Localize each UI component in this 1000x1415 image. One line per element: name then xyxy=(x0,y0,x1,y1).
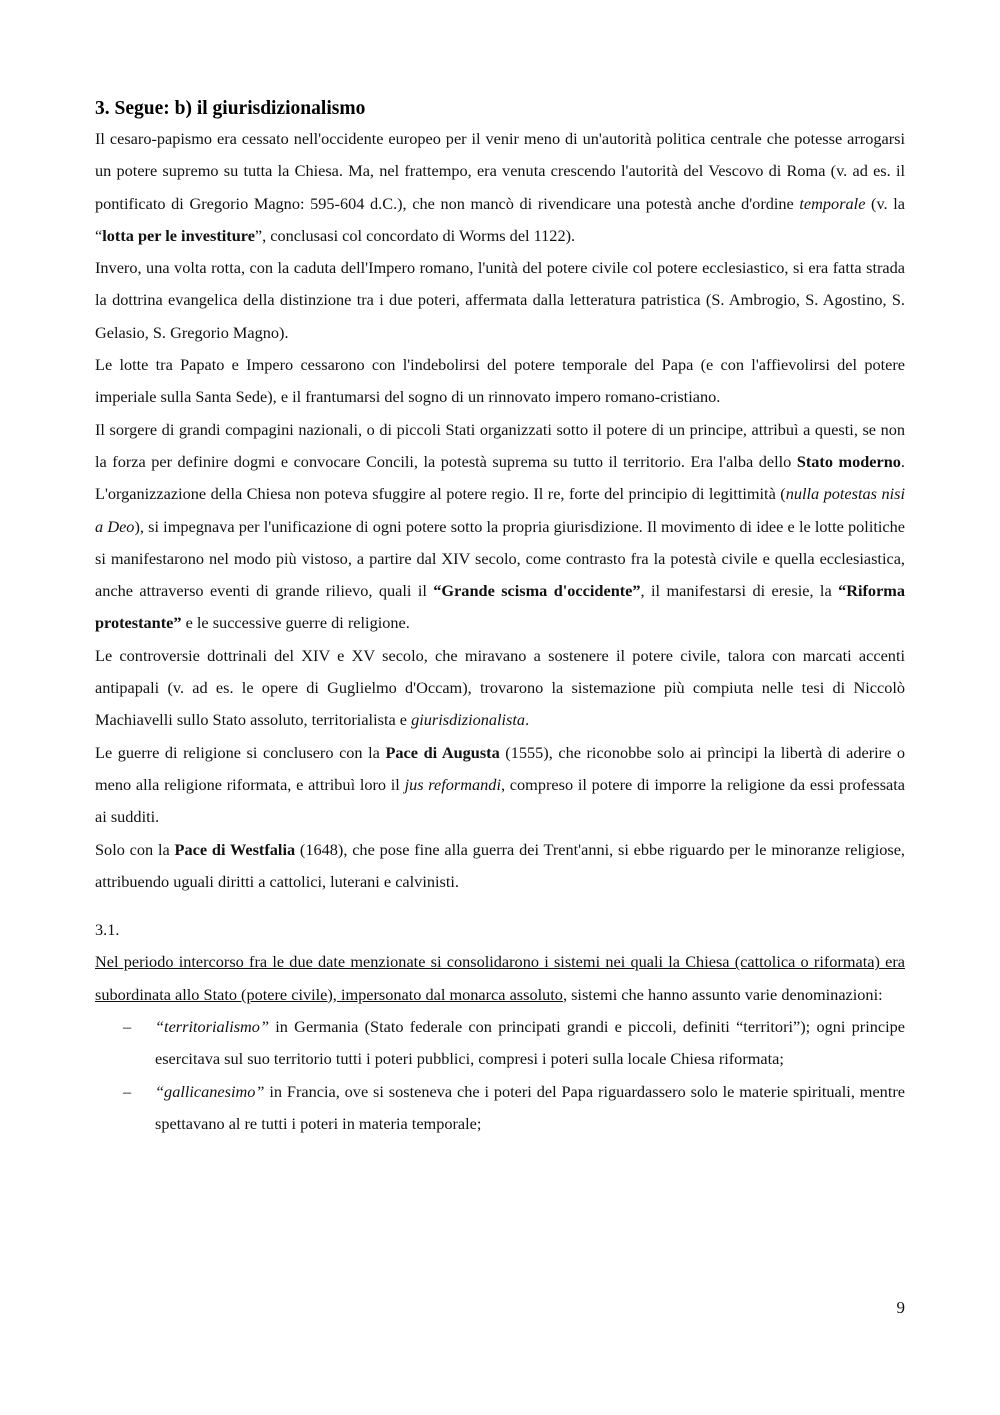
section-spacer xyxy=(95,898,905,914)
bold-term-pace-westfalia: Pace di Westfalia xyxy=(174,839,296,859)
paragraph-pace-westfalia xyxy=(95,834,905,899)
text-run: (1648), che pose fine alla guerra dei Trent'anni, si ebbe riguardo per le minoranze religiose, attribuendo uguali diritti a cattolici, luterani e calvinisti. xyxy=(95,839,905,891)
list-item-text: in Germania (Stato federale con principati grandi e piccoli, definiti “territori”); ogni principe esercitava sul suo territorio tutti i poteri pubblici, compresi i poteri sulla locale Chiesa riformata; xyxy=(155,1017,905,1069)
text-run: Le controversie dottrinali del XIV e XV secolo, che miravano a sostenere il potere civile, talora con marcati accenti antipapali (v. ad es. le opere di Guglielmo d'Occam), trovarono la sistemazione più compiuta nelle tesi di Niccolò Machiavelli sullo Stato assoluto, territorialista e xyxy=(95,645,905,730)
list-item-text: in Francia, ove si sosteneva che i poteri del Papa riguardassero solo le materie spirituali, mentre spettavano al re tutti i poteri in materia temporale; xyxy=(155,1081,905,1133)
text-run: , compreso il potere di imporre la religione da essi professata ai sudditi. xyxy=(95,774,906,827)
list-item-territorialismo xyxy=(95,1011,905,1076)
denominations-list xyxy=(95,1011,905,1140)
text-run: e le successive guerre di religione. xyxy=(181,613,410,633)
text-run: Le guerre di religione si conclusero con la xyxy=(95,742,386,762)
text-run: , il manifestarsi di eresie, la xyxy=(640,581,839,601)
section-heading: 3. Segue: b) il giurisdizionalismo xyxy=(95,98,366,119)
text-run: Il cesaro-papismo era cessato nell'occidente europeo per il venir meno di un'autorità politica centrale che potesse arrogarsi un potere supremo su tutta la Chiesa. Ma, nel frattempo, era venuta crescendo l'autorità del Vescovo di Roma (v. ad es. il pontificato di Gregorio Magno: 595-604 d.C.), che non mancò di rivendicare una potestà anche d'ordine xyxy=(95,129,905,213)
text-run: , sistemi che hanno assunto varie denominazioni: xyxy=(562,984,883,1004)
text-run: . xyxy=(525,710,530,730)
dash-marker: – xyxy=(123,1081,132,1101)
bold-term-grande-scisma: “Grande scisma d'occidente” xyxy=(433,581,641,601)
italic-term-jus-reformandi: jus reformandi xyxy=(404,774,501,794)
paragraph-lotte-papato-impero: Le lotte tra Papato e Impero cessarono con l'indebolirsi del potere temporale del Papa (e con l'affievolirsi del potere imperiale sulla Santa Sede), e il frantumarsi del sogno di un rinnovato impero romano-cristiano. xyxy=(95,355,905,407)
italic-term-territorialismo: “territorialismo” xyxy=(155,1017,270,1037)
page-number: 9 xyxy=(896,1298,905,1317)
text-run: ”, conclusasi col concordato di Worms del 1122). xyxy=(254,225,576,245)
text-run: . L'organizzazione della Chiesa non poteva sfuggire al potere regio. Il re, forte del principio di legittimità ( xyxy=(95,451,905,504)
document-page xyxy=(95,96,905,1140)
paragraph-controversie-dottrinali xyxy=(95,640,905,737)
text-run: (v. la “ xyxy=(95,193,905,245)
subsection-number: 3.1. xyxy=(95,920,120,940)
paragraph-periodo-intercorso xyxy=(95,946,905,1011)
bold-term-pace-augusta: Pace di Augusta xyxy=(385,742,500,762)
bold-term-stato-moderno: Stato moderno xyxy=(796,451,901,471)
text-run: ), si impegnava per l'unificazione di ogni potere sotto la propria giurisdizione. Il movimento di idee e le lotte politiche si manifestarono nel modo più vistoso, a partire dal XIV secolo, come contrasto fra la potestà civile e quella ecclesiastica, anche attraverso eventi di grande rilievo, quali il xyxy=(95,516,905,601)
underlined-statement: Nel periodo intercorso fra le due date menzionate si consolidarono i sistemi nei quali la Chiesa (cattolica o riformata) era subordinata allo Stato (potere civile), impersonato dal monarca assoluto xyxy=(95,952,905,1004)
italic-term-temporale: temporale xyxy=(799,193,866,213)
text-run: Solo con la xyxy=(95,839,175,859)
italic-term-gallicanesimo: “gallicanesimo” xyxy=(155,1081,265,1101)
paragraph-pace-augusta xyxy=(95,737,905,834)
dash-marker: – xyxy=(123,1017,132,1037)
paragraph-cesaropapismo xyxy=(95,123,905,252)
italic-term-nulla-potestas: nulla potestas nisi a Deo xyxy=(95,484,905,536)
bold-term-lotta-investiture: lotta per le investiture xyxy=(102,225,255,245)
paragraph-dottrina-evangelica: Invero, una volta rotta, con la caduta dell'Impero romano, l'unità del potere civile col potere ecclesiastico, si era fatta strada la dottrina evangelica della distinzione tra i due poteri, affermata dalla letteratura patristica (S. Ambrogio, S. Agostino, S. Gelasio, S. Gregorio Magno). xyxy=(95,258,905,342)
italic-term-giurisdizionalista: giurisdizionalista xyxy=(411,710,526,730)
bold-term-riforma-protestante: “Riforma protestante” xyxy=(95,581,906,633)
text-run: Il sorgere di grandi compagini nazionali, o di piccoli Stati organizzati sotto il potere di un principe, attribuì a questi, se non la forza per definire dogmi e convocare Concili, la potestà suprema su tutto il territorio. Era l'alba dello xyxy=(95,419,905,471)
paragraph-stato-moderno xyxy=(95,414,905,640)
list-item-gallicanesimo xyxy=(95,1076,905,1141)
text-run: (1555), che riconobbe solo ai prìncipi la libertà di aderire o meno alla religione riformata, e attribuì loro il xyxy=(95,742,906,794)
